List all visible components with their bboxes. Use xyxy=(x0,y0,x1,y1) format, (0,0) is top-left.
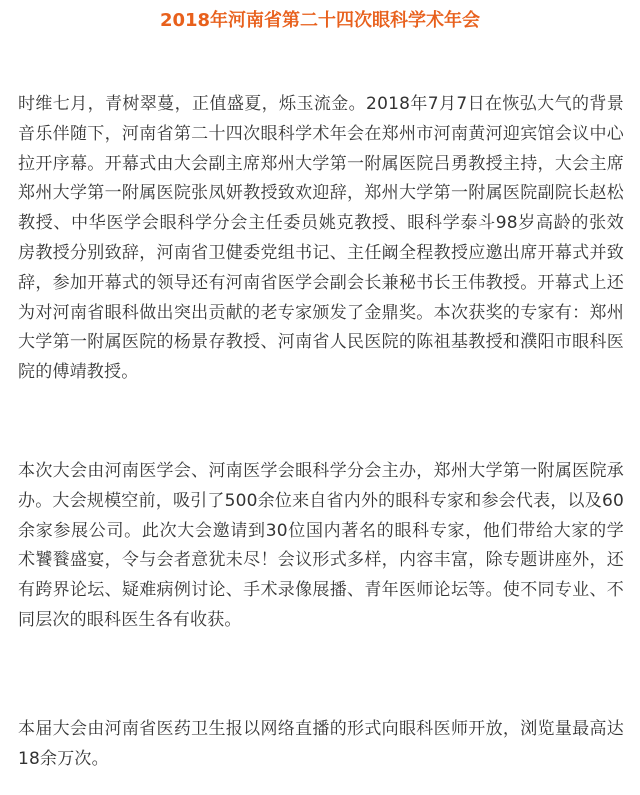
article-paragraph-opening: 时维七月，青树翠蔓，正值盛夏，烁玉流金。2018年7月7日在恢弘大气的背景音乐伴随下，河南省第二十四次眼科学术年会在郑州市河南黄河迎宾馆会议中心拉开序幕。开幕式由大会副主席郑州大学第一附属医院吕勇教授主持，大会主席郑州大学第一附属医院张凤妍教授致欢迎辞，郑州大学第一附属医院副院长赵松教授、中华医学会眼科学分会主任委员姚克教授、眼科学泰斗98岁高龄的张效房教授分别致辞，河南省卫健委党组书记、主任阚全程教授应邀出席开幕式并致辞，参加开幕式的领导还有河南省医学会副会长兼秘书长王伟教授。开幕式上还为对河南省眼科做出突出贡献的老专家颁发了金鼎奖。本次获奖的专家有：郑州大学第一附属医院的杨景存教授、河南省人民医院的陈祖基教授和濮阳市眼科医院的傅靖教授。 xyxy=(18,94,624,383)
article-paragraph-livestream: 本届大会由河南省医药卫生报以网络直播的形式向眼科医师开放，浏览量最高达18余万次。 xyxy=(18,719,624,769)
article-title: 2018年河南省第二十四次眼科学术年会 xyxy=(159,10,481,31)
article-paragraph-organizers: 本次大会由河南医学会、河南医学会眼科学分会主办，郑州大学第一附属医院承办。大会规模空前，吸引了500余位来自省内外的眼科专家和参会代表，以及60余家参展公司。此次大会邀请到30位国内著名的眼科专家，他们带给大家的学术饕餮盛宴，令与会者意犹未尽！会议形式多样，内容丰富，除专题讲座外，还有跨界论坛、疑难病例讨论、手术录像展播、青年医师论坛等。使不同专业、不同层次的眼科医生各有收获。 xyxy=(18,461,624,630)
